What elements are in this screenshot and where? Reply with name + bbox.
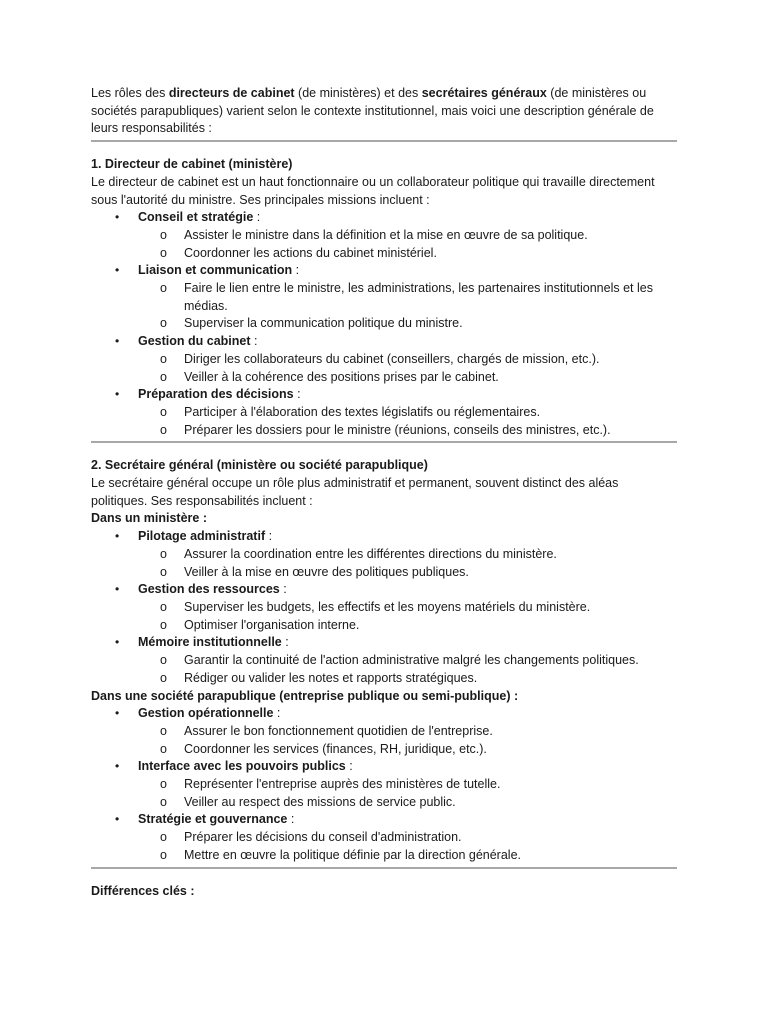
circle-bullet-icon: o bbox=[160, 794, 167, 809]
list-item-suffix: : bbox=[273, 706, 281, 721]
sub-list-item bbox=[91, 776, 677, 794]
sub-list-item-text: Coordonner les services (finances, RH, juridique, etc.). bbox=[184, 741, 487, 756]
circle-bullet-icon: o bbox=[160, 245, 167, 260]
sub-list-item-text: Assurer le bon fonctionnement quotidien de l'entreprise. bbox=[184, 723, 493, 738]
bullet-icon: • bbox=[115, 706, 120, 721]
circle-bullet-icon: o bbox=[160, 617, 167, 632]
sub-list-item-text: Préparer les dossiers pour le ministre (réunions, conseils des ministres, etc.). bbox=[184, 422, 611, 437]
section-1-list bbox=[91, 209, 677, 439]
sub-list-item bbox=[91, 227, 677, 245]
sub-list-item bbox=[91, 617, 677, 635]
sub-list-item bbox=[91, 245, 677, 263]
sub-list-item-text: Participer à l'élaboration des textes législatifs ou réglementaires. bbox=[184, 404, 541, 419]
intro-paragraph bbox=[91, 85, 677, 138]
sub-list-item bbox=[91, 829, 677, 847]
circle-bullet-icon: o bbox=[160, 422, 167, 437]
intro-text: (de ministères ou sociétés parapubliques) varient selon le contexte institutionnel, mais voici une description générale de leurs responsabilités : bbox=[91, 86, 654, 136]
sub-list-item bbox=[91, 404, 677, 422]
list-item-suffix: : bbox=[293, 387, 301, 402]
bullet-icon: • bbox=[115, 529, 120, 544]
list-item-label: Conseil et stratégie bbox=[138, 210, 254, 225]
sub-list-item-text: Superviser la communication politique du ministre. bbox=[184, 316, 463, 331]
sub-list-item bbox=[91, 564, 677, 582]
list-item-suffix: : bbox=[250, 334, 258, 349]
section-2-description: Le secrétaire général occupe un rôle plus administratif et permanent, souvent distinct des aléas politiques. Ses responsabilités incluent : bbox=[91, 476, 619, 508]
list-item-label: Gestion des ressources bbox=[138, 582, 280, 597]
list-item-suffix: : bbox=[281, 635, 289, 650]
company-list bbox=[91, 705, 677, 864]
circle-bullet-icon: o bbox=[160, 316, 167, 331]
circle-bullet-icon: o bbox=[160, 227, 167, 242]
circle-bullet-icon: o bbox=[160, 351, 167, 366]
sub-list-item-text: Représenter l'entreprise auprès des ministères de tutelle. bbox=[184, 777, 501, 792]
list-item bbox=[91, 758, 677, 776]
sub-list-item-text: Garantir la continuité de l'action administrative malgré les changements politiques. bbox=[184, 653, 639, 668]
circle-bullet-icon: o bbox=[160, 670, 167, 685]
circle-bullet-icon: o bbox=[160, 599, 167, 614]
list-item-suffix: : bbox=[292, 263, 300, 278]
sub-list-item-text: Assurer la coordination entre les différentes directions du ministère. bbox=[184, 546, 557, 561]
list-item bbox=[91, 581, 677, 599]
sub-list-item bbox=[91, 315, 677, 333]
sub-list-item bbox=[91, 670, 677, 688]
sub-list-item-text: Coordonner les actions du cabinet ministériel. bbox=[184, 245, 437, 260]
differences-heading: Différences clés : bbox=[91, 883, 195, 898]
list-item-suffix: : bbox=[287, 812, 295, 827]
circle-bullet-icon: o bbox=[160, 564, 167, 579]
list-item-label: Stratégie et gouvernance bbox=[138, 812, 288, 827]
list-item-suffix: : bbox=[279, 582, 287, 597]
circle-bullet-icon: o bbox=[160, 369, 167, 384]
list-item-label: Gestion du cabinet bbox=[138, 334, 251, 349]
list-item bbox=[91, 634, 677, 652]
sub-list-item bbox=[91, 741, 677, 759]
sub-list-item bbox=[91, 422, 677, 440]
sub-list-item bbox=[91, 351, 677, 369]
circle-bullet-icon: o bbox=[160, 830, 167, 845]
section-2-title: 2. Secrétaire général (ministère ou société parapublique) bbox=[91, 458, 428, 473]
sub-list-item bbox=[91, 599, 677, 617]
intro-bold-term: directeurs de cabinet bbox=[168, 86, 295, 100]
sub-list-item bbox=[91, 546, 677, 564]
sub-list-item-text: Faire le lien entre le ministre, les administrations, les partenaires institutionnels et les médias. bbox=[184, 281, 653, 313]
list-item-suffix: : bbox=[265, 529, 273, 544]
section-1-description: Le directeur de cabinet est un haut fonctionnaire ou un collaborateur politique qui travaille directement sous l'autorité du ministre. Ses principales missions incluent : bbox=[91, 174, 655, 207]
list-item-suffix: : bbox=[345, 759, 353, 774]
circle-bullet-icon: o bbox=[160, 847, 167, 862]
sub-list-item-text: Diriger les collaborateurs du cabinet (conseillers, chargés de mission, etc.). bbox=[184, 351, 600, 366]
sub-list-item-text: Mettre en œuvre la politique définie par la direction générale. bbox=[184, 847, 521, 862]
horizontal-rule bbox=[91, 441, 677, 443]
sub-list-item-text: Veiller au respect des missions de service public. bbox=[184, 794, 456, 809]
bullet-icon: • bbox=[115, 334, 120, 349]
list-item-label: Interface avec les pouvoirs publics bbox=[138, 759, 346, 774]
company-heading: Dans une société parapublique (entreprise publique ou semi-publique) : bbox=[91, 688, 519, 703]
sub-list-item-text: Assister le ministre dans la définition et la mise en œuvre de sa politique. bbox=[184, 227, 588, 242]
bullet-icon: • bbox=[115, 635, 120, 650]
sub-list-item bbox=[91, 794, 677, 812]
bullet-icon: • bbox=[115, 759, 120, 774]
circle-bullet-icon: o bbox=[160, 281, 167, 296]
list-item bbox=[91, 386, 677, 404]
ministry-heading: Dans un ministère : bbox=[91, 511, 207, 526]
sub-list-item-text: Préparer les décisions du conseil d'administration. bbox=[184, 830, 462, 845]
circle-bullet-icon: o bbox=[160, 404, 167, 419]
sub-list-item-text: Veiller à la cohérence des positions prises par le cabinet. bbox=[184, 369, 499, 384]
sub-list-item bbox=[91, 369, 677, 387]
bullet-icon: • bbox=[115, 263, 120, 278]
list-item bbox=[91, 811, 677, 829]
horizontal-rule bbox=[91, 140, 677, 142]
sub-list-item bbox=[91, 652, 677, 670]
intro-bold-term: secrétaires généraux bbox=[421, 86, 547, 100]
bullet-icon: • bbox=[115, 812, 120, 827]
sub-list-item-text: Superviser les budgets, les effectifs et les moyens matériels du ministère. bbox=[184, 599, 591, 614]
section-1-title: 1. Directeur de cabinet (ministère) bbox=[91, 157, 293, 172]
sub-list-item-text: Optimiser l'organisation interne. bbox=[184, 617, 360, 632]
list-item-label: Liaison et communication bbox=[138, 263, 293, 278]
sub-list-item bbox=[91, 847, 677, 865]
document-page bbox=[91, 85, 677, 900]
sub-list-item bbox=[91, 723, 677, 741]
ministry-list bbox=[91, 528, 677, 687]
sub-list-item-text: Rédiger ou valider les notes et rapports stratégiques. bbox=[184, 670, 478, 685]
intro-text: (de ministères) et des bbox=[294, 86, 422, 100]
bullet-icon: • bbox=[115, 210, 120, 225]
circle-bullet-icon: o bbox=[160, 777, 167, 792]
circle-bullet-icon: o bbox=[160, 723, 167, 738]
intro-text: Les rôles des bbox=[91, 86, 169, 100]
sub-list-item-text: Veiller à la mise en œuvre des politiques publiques. bbox=[184, 564, 469, 579]
circle-bullet-icon: o bbox=[160, 653, 167, 668]
horizontal-rule bbox=[91, 867, 677, 869]
list-item-label: Gestion opérationnelle bbox=[138, 706, 274, 721]
sub-list-item bbox=[91, 280, 677, 315]
list-item-label: Mémoire institutionnelle bbox=[138, 635, 282, 650]
list-item-label: Préparation des décisions bbox=[138, 387, 294, 402]
bullet-icon: • bbox=[115, 582, 120, 597]
list-item bbox=[91, 209, 677, 227]
list-item bbox=[91, 705, 677, 723]
list-item bbox=[91, 333, 677, 351]
list-item bbox=[91, 528, 677, 546]
circle-bullet-icon: o bbox=[160, 741, 167, 756]
circle-bullet-icon: o bbox=[160, 546, 167, 561]
list-item-label: Pilotage administratif bbox=[138, 529, 266, 544]
bullet-icon: • bbox=[115, 387, 120, 402]
list-item bbox=[91, 262, 677, 280]
list-item-suffix: : bbox=[253, 210, 261, 225]
